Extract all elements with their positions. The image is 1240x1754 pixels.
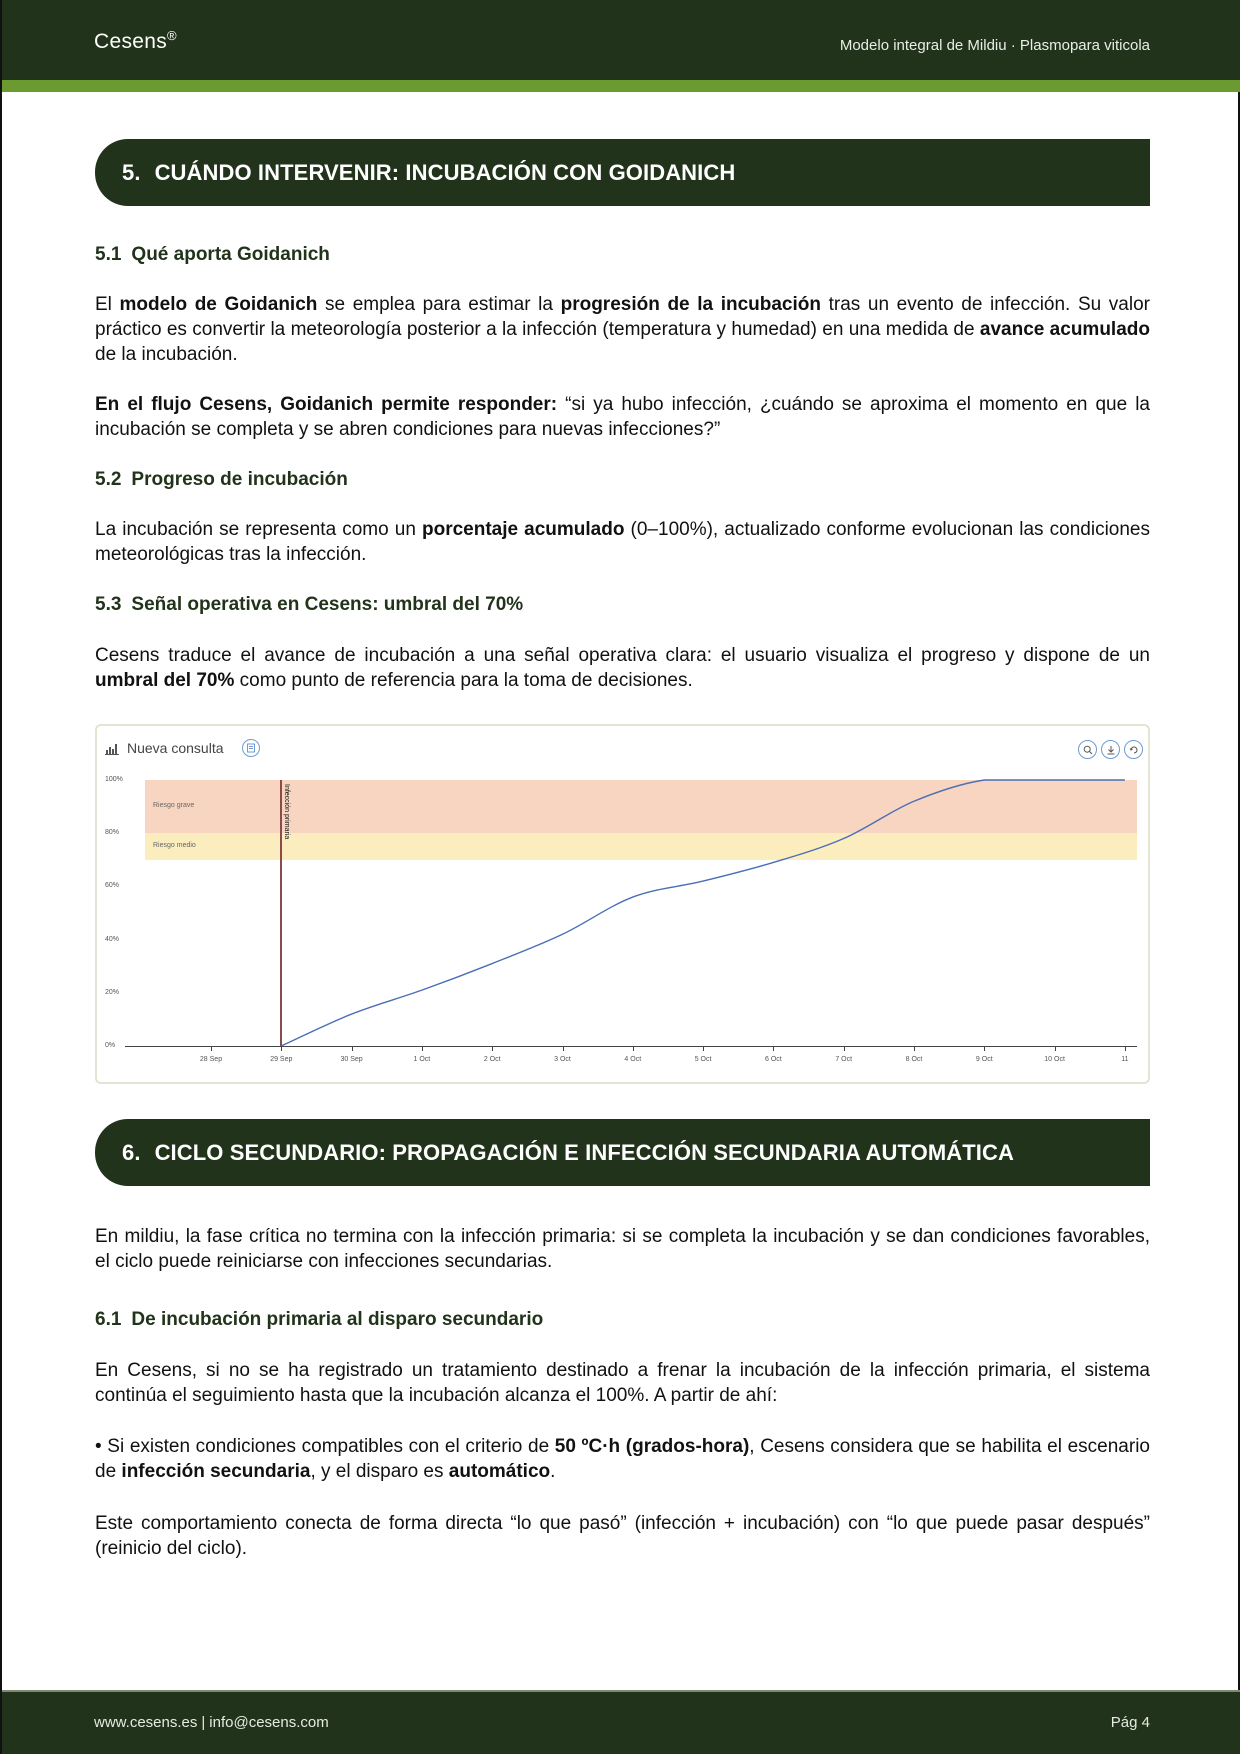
text: “si ya hubo infección, ¿cuándo se aproxima el momento en que la incubación se completa y se abren condiciones para nuevas infecciones?”	[95, 394, 1150, 440]
header-accent-strip	[2, 80, 1240, 92]
chart-title: Nueva consulta	[127, 740, 224, 756]
chart-toolbar	[1078, 740, 1143, 759]
separator: |	[201, 1714, 206, 1731]
x-tick-label: 29 Sep	[270, 1056, 293, 1063]
bold-text: porcentaje acumulado	[421, 519, 625, 540]
text: tras un evento de infección. Su valor práctico es convertir la meteorología posterior a la infección (temperatura y humedad) en una medida de	[95, 294, 1150, 340]
x-tick-label: 10 Oct	[1044, 1056, 1065, 1063]
x-tick-label: 7 Oct	[835, 1056, 853, 1063]
x-tick	[211, 1046, 212, 1051]
x-tick	[1055, 1046, 1056, 1051]
marker-label: Infección primaria	[283, 784, 290, 840]
x-tick	[773, 1046, 774, 1051]
bold-text: automático	[448, 1461, 551, 1482]
subsection-title: Progreso de incubación	[131, 469, 348, 490]
x-tick-label: 1 Oct	[413, 1056, 431, 1063]
text: La incubación se representa como un	[95, 519, 422, 540]
y-tick-label: 100%	[105, 776, 123, 783]
paragraph-cesens-flow	[95, 392, 1150, 442]
footer-contact	[94, 1714, 329, 1731]
x-tick-label: 30 Sep	[340, 1056, 363, 1063]
paragraph-secondary-trigger: En Cesens, si no se ha registrado un tratamiento destinado a frenar la incubación de la infección primaria, el sistema continúa el seguimiento hasta que la incubación alcanza el 100%. A partir de ahí:	[95, 1360, 1150, 1406]
text: de la incubación.	[95, 344, 238, 365]
bold-text: infección secundaria	[121, 1461, 311, 1482]
paragraph-incubation-progress	[95, 517, 1150, 567]
brand-logo	[94, 30, 177, 54]
x-tick	[352, 1046, 353, 1051]
x-tick-label: 2 Oct	[483, 1056, 501, 1063]
text: El	[95, 294, 120, 315]
text: se emplea para estimar la	[317, 294, 561, 315]
bold-text: 50 ºC·h (grados-hora)	[554, 1436, 750, 1457]
y-tick-label: 80%	[105, 829, 120, 836]
reset-icon[interactable]	[1124, 740, 1143, 759]
subsection-number: 5.2	[95, 469, 122, 490]
page-footer	[2, 1690, 1240, 1754]
bold-text: En el flujo Cesens, Goidanich permite responder:	[95, 394, 558, 415]
subsection-title: Señal operativa en Cesens: umbral del 70%	[131, 594, 524, 615]
subsection-number: 6.1	[95, 1309, 122, 1330]
document-title: Modelo integral de Mildiu · Plasmopara viticola	[839, 37, 1150, 54]
section-6-banner	[95, 1119, 1150, 1186]
incubation-chart-card	[95, 724, 1150, 1084]
subsection-5-2-heading	[95, 469, 348, 491]
section-title: CICLO SECUNDARIO: PROPAGACIÓN E INFECCIÓN SECUNDARIA AUTOMÁTICA	[154, 1139, 1014, 1165]
subsection-6-1-heading	[95, 1309, 543, 1331]
subsection-5-3-heading	[95, 594, 523, 616]
x-tick	[422, 1046, 423, 1051]
section-5-banner	[95, 139, 1150, 206]
y-tick-label: 20%	[105, 989, 120, 996]
chart-plot-area	[105, 776, 1137, 1063]
x-tick-label: 28 Sep	[199, 1056, 223, 1063]
y-tick-label: 40%	[105, 936, 120, 943]
page-number: Pág 4	[1110, 1714, 1150, 1731]
page-header	[2, 0, 1240, 80]
text: como punto de referencia para la toma de decisiones.	[234, 670, 693, 691]
x-tick	[1125, 1046, 1126, 1051]
x-tick-label: 6 Oct	[765, 1056, 782, 1063]
text: (0–100%), actualizado conforme evolucionan las condiciones meteorológicas tras la infección.	[95, 519, 1150, 565]
paragraph-cycle-connection: Este comportamiento conecta de forma directa “lo que pasó” (infección + incubación) con “lo que puede pasar después” (reinicio del ciclo).	[95, 1513, 1150, 1559]
text: , y el disparo es	[310, 1461, 449, 1482]
text: .	[550, 1461, 556, 1482]
download-icon[interactable]	[1101, 740, 1120, 759]
bold-text: avance acumulado	[979, 319, 1150, 340]
bold-text: progresión de la incubación	[560, 294, 821, 315]
x-tick	[914, 1046, 915, 1051]
subsection-number: 5.3	[95, 594, 122, 615]
bullet-degree-hours	[95, 1434, 1150, 1484]
info-icon[interactable]	[242, 739, 260, 757]
x-tick-label: 4 Oct	[624, 1056, 642, 1063]
x-tick	[984, 1046, 985, 1051]
text: , Cesens considera que se habilita el escenario de	[95, 1436, 1150, 1482]
subsection-number: 5.1	[95, 244, 122, 265]
paragraph-goidanich-model	[95, 292, 1150, 367]
incubation-progress-line	[145, 780, 1137, 1046]
subsection-5-1-heading	[95, 244, 330, 266]
x-tick	[281, 1046, 282, 1051]
bar-chart-icon	[105, 742, 121, 754]
zoom-icon[interactable]	[1078, 740, 1097, 759]
brand-name: Cesens	[94, 30, 168, 53]
paragraph-operational-signal	[95, 643, 1150, 693]
x-tick-label: 3 Oct	[554, 1056, 571, 1063]
section-number: 5.	[122, 159, 141, 185]
paragraph-secondary-cycle-intro: En mildiu, la fase crítica no termina con la infección primaria: si se completa la incubación y se dan condiciones favorables, el ciclo puede reiniciarse con infecciones secundarias.	[95, 1226, 1150, 1272]
website-link[interactable]: www.cesens.es	[94, 1714, 198, 1731]
text: Cesens traduce el avance de incubación a una señal operativa clara: el usuario visualiza el progreso y dispone de un	[95, 645, 1150, 666]
y-tick-label: 60%	[105, 882, 120, 889]
subsection-title: De incubación primaria al disparo secundario	[131, 1309, 544, 1330]
x-tick-label: 5 Oct	[694, 1056, 712, 1063]
bold-text: umbral del 70%	[95, 670, 235, 691]
section-number: 6.	[122, 1139, 141, 1165]
chart-card-title	[105, 740, 224, 756]
email-link[interactable]: info@cesens.com	[209, 1714, 329, 1731]
registered-mark: ®	[167, 28, 177, 43]
text: • Si existen condiciones compatibles con el criterio de	[95, 1436, 555, 1457]
y-tick-label: 0%	[105, 1042, 116, 1049]
x-tick-label: 11	[1121, 1056, 1129, 1063]
band-label: Riesgo medio	[153, 842, 196, 849]
x-tick-label: 9 Oct	[975, 1056, 993, 1063]
bold-text: modelo de Goidanich	[119, 294, 318, 315]
x-tick	[563, 1046, 564, 1051]
subsection-title: Qué aporta Goidanich	[131, 244, 330, 265]
x-tick-label: 8 Oct	[905, 1056, 923, 1063]
x-tick	[703, 1046, 704, 1051]
x-tick	[844, 1046, 845, 1051]
x-tick	[492, 1046, 493, 1051]
section-title: CUÁNDO INTERVENIR: INCUBACIÓN CON GOIDANICH	[154, 159, 736, 185]
band-label: Riesgo grave	[153, 802, 195, 809]
x-tick	[633, 1046, 634, 1051]
